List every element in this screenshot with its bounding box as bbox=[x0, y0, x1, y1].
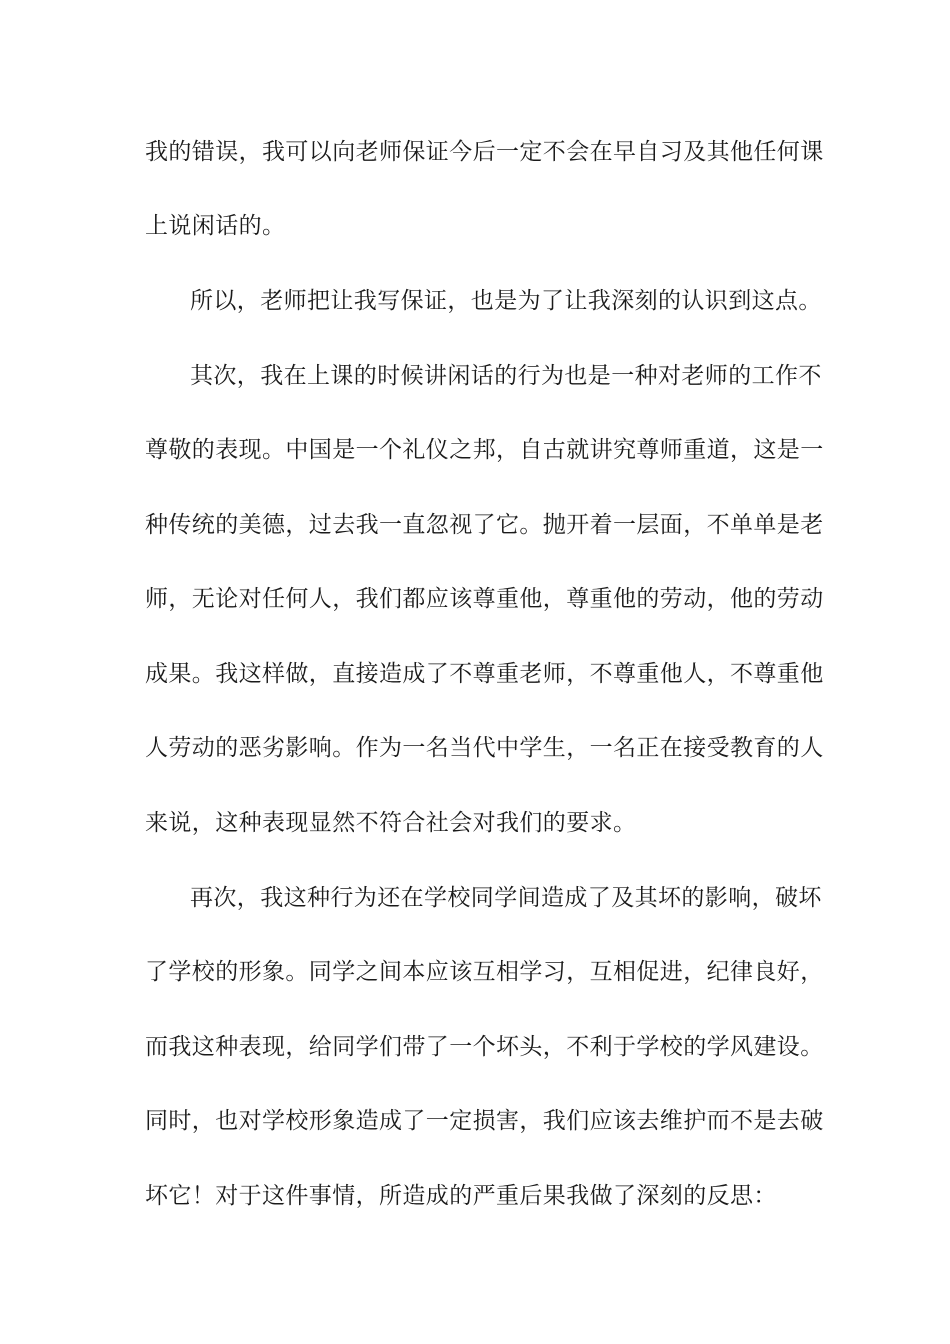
text-line: 坏它！对于这件事情，所造成的严重后果我做了深刻的反思： bbox=[145, 1183, 777, 1209]
text-line: 了学校的形象。同学之间本应该互相学习，互相促进，纪律良好， bbox=[145, 959, 824, 985]
text-line: 同时，也对学校形象造成了一定损害，我们应该去维护而不是去破 bbox=[145, 1108, 824, 1134]
paragraph-first-line: 再次，我这种行为还在学校同学间造成了及其坏的影响，破坏 bbox=[190, 885, 822, 911]
paragraph-first-line: 所以，老师把让我写保证，也是为了让我深刻的认识到这点。 bbox=[190, 288, 822, 314]
text-line: 我的错误，我可以向老师保证今后一定不会在早自习及其他任何课 bbox=[145, 139, 824, 165]
text-line: 种传统的美德，过去我一直忽视了它。抛开着一层面，不单单是老 bbox=[145, 512, 824, 538]
text-line: 尊敬的表现。中国是一个礼仪之邦，自古就讲究尊师重道，这是一 bbox=[145, 437, 824, 463]
text-line: 上说闲话的。 bbox=[145, 213, 286, 239]
text-line: 来说，这种表现显然不符合社会对我们的要求。 bbox=[145, 810, 637, 836]
paragraph-first-line: 其次，我在上课的时候讲闲话的行为也是一种对老师的工作不 bbox=[190, 363, 822, 389]
text-line: 而我这种表现，给同学们带了一个坏头，不利于学校的学风建设。 bbox=[145, 1034, 824, 1060]
text-line: 成果。我这样做，直接造成了不尊重老师，不尊重他人，不尊重他 bbox=[145, 661, 824, 687]
text-line: 师，无论对任何人，我们都应该尊重他，尊重他的劳动，他的劳动 bbox=[145, 586, 824, 612]
text-line: 人劳动的恶劣影响。作为一名当代中学生，一名正在接受教育的人 bbox=[145, 735, 824, 761]
